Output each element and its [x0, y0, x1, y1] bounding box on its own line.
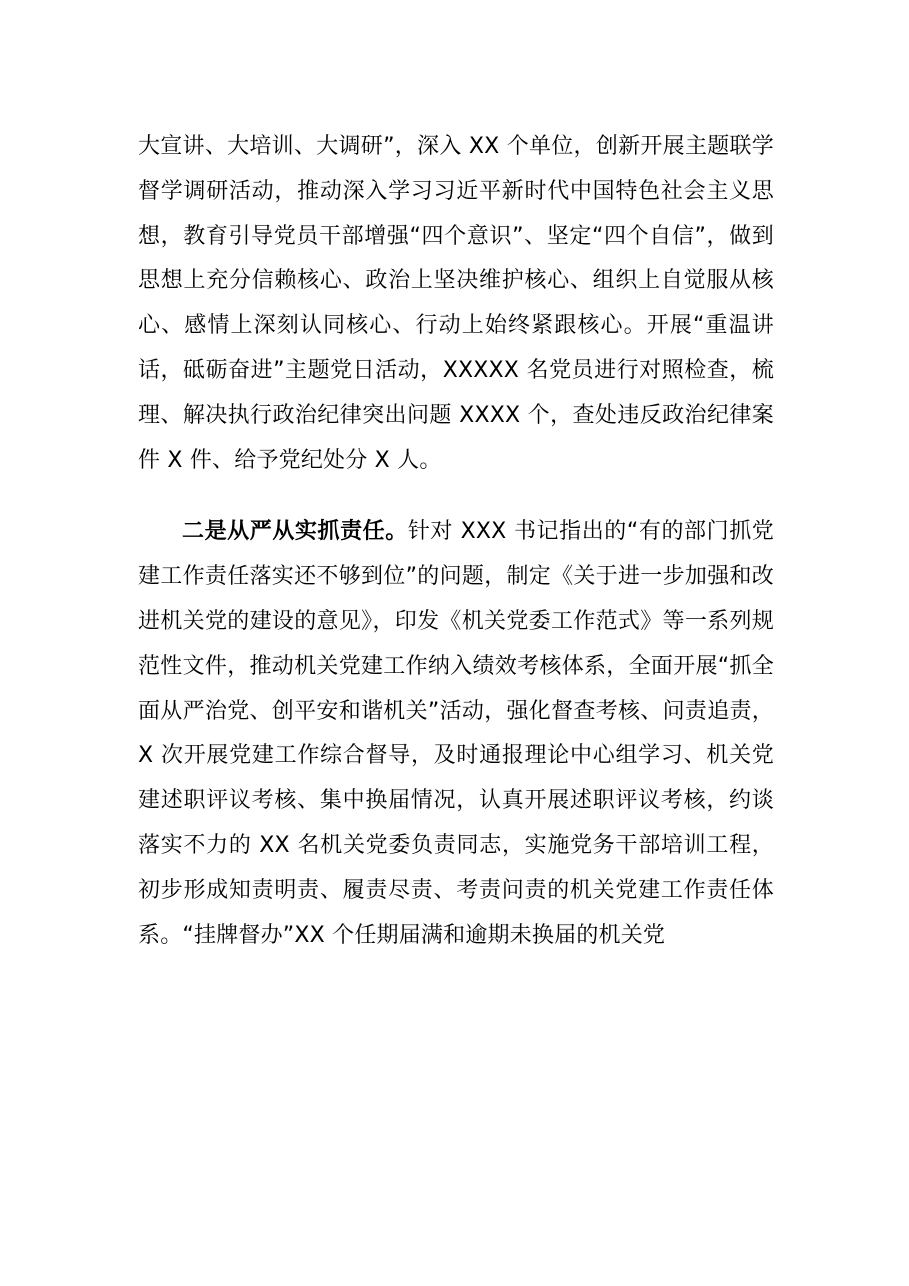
- paragraph-continued: [138, 125, 774, 483]
- document-body: [138, 125, 774, 958]
- paragraph-2-lead: 二是从严从实抓责任。: [182, 519, 408, 545]
- paragraph-responsibility: [138, 510, 774, 958]
- paragraph-1-text: 大宣讲、大培训、大调研”，深入 XX 个单位，创新开展主题联学督学调研活动，推动深入学习习近平新时代中国特色社会主义思想，教育引导党员干部增强“四个意识”、坚定“四个自信”，做到思想上充分信赖核心、政治上坚决维护核心、组织上自觉服从核心、感情上深刻认同核心、行动上始终紧跟核心。开展“重温讲话，砥砺奋进”主题党日活动，XXXXX 名党员进行对照检查，梳理、解决执行政治纪律突出问题 XXXX 个，查处违反政治纪律案件 X 件、给予党纪处分 X 人。: [138, 134, 774, 473]
- paragraph-2-body: 针对 XXX 书记指出的“有的部门抓党建工作责任落实还不够到位”的问题，制定《关于进一步加强和改进机关党的建设的意见》，印发《机关党委工作范式》等一系列规范性文件，推动机关党建工作纳入绩效考核体系，全面开展“抓全面从严治党、创平安和谐机关”活动，强化督查考核、问责追责，X 次开展党建工作综合督导，及时通报理论中心组学习、机关党建述职评议考核、集中换届情况，认真开展述职评议考核，约谈落实不力的 XX 名机关党委负责同志，实施党务干部培训工程，初步形成知责明责、履责尽责、考责问责的机关党建工作责任体系。“挂牌督办”XX 个任期届满和逾期未换届的机关党: [138, 519, 774, 948]
